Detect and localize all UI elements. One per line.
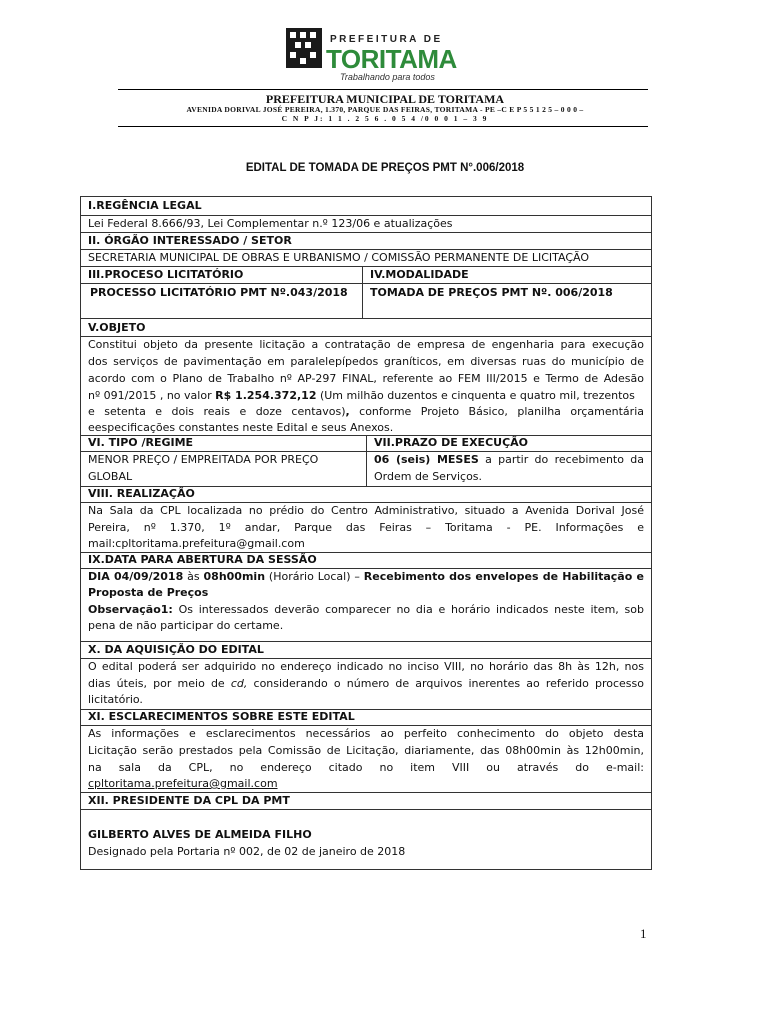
header-top-rule xyxy=(118,89,648,90)
prazo-text: a partir do recebimento da xyxy=(478,453,644,466)
section-esclarecimentos-line-1: As informações e esclarecimentos necessários ao perfeito conhecimento do objeto desta xyxy=(88,727,644,740)
objeto-text: nº 091/2015 , no valor xyxy=(88,389,216,402)
section-regencia-legal-text: Lei Federal 8.666/93, Lei Complementar n.º 123/06 e atualizações xyxy=(88,217,453,230)
section-orgao-text: SECRETARIA MUNICIPAL DE OBRAS E URBANISMO / COMISSÃO PERMANENTE DE LICITAÇÃO xyxy=(88,251,589,264)
section-objeto-heading: V.OBJETO xyxy=(88,321,146,334)
row-divider xyxy=(80,318,652,319)
sessao-text: (Horário Local) – xyxy=(265,570,364,583)
section-data-sessao-line-1 xyxy=(88,569,644,586)
section-processo-heading: III.PROCESO LICITATÓRIO xyxy=(88,268,244,281)
section-objeto-line-3: acordo com o Plano de Trabalho nº AP-297 FINAL, referente ao FEM III/2015 e Termo de Adesão xyxy=(88,372,644,385)
section-orgao-heading: II. ÓRGÃO INTERESSADO / SETOR xyxy=(88,234,292,247)
document-title: EDITAL DE TOMADA DE PREÇOS PMT N°.006/2018 xyxy=(245,162,525,174)
section-esclarecimentos-heading: XI. ESCLARECIMENTOS SOBRE ESTE EDITAL xyxy=(88,710,355,723)
objeto-text: conforme Projeto Básico, planilha orçamentária xyxy=(349,405,644,418)
presidente-role: Designado pela Portaria nº 002, de 02 de janeiro de 2018 xyxy=(88,845,406,858)
column-divider xyxy=(366,435,367,486)
row-divider xyxy=(80,809,652,810)
municipality-logo xyxy=(286,26,457,82)
section-tipo-line-1: MENOR PREÇO / EMPREITADA POR PREÇO xyxy=(88,453,319,466)
logo-slogan: Trabalhando para todos xyxy=(340,72,435,82)
section-objeto-line-6: eespecificações constantes neste Edital e seus Anexos. xyxy=(88,421,394,434)
objeto-text: e setenta e dois reais e doze centavos) xyxy=(88,405,346,418)
section-processo-value: PROCESSO LICITATÓRIO PMT Nº.043/2018 xyxy=(90,286,348,299)
section-objeto-line-1: Constitui objeto da presente licitação a contratação de empresa de engenharia para execução xyxy=(88,338,644,351)
section-realizacao-heading: VIII. REALIZAÇÃO xyxy=(88,487,195,500)
section-data-sessao-heading: IX.DATA PARA ABERTURA DA SESSÃO xyxy=(88,553,317,566)
header-bottom-rule xyxy=(118,126,648,127)
section-data-sessao-line-4: pena de não participar do certame. xyxy=(88,619,284,632)
header-cnpj: C N P J: 1 1 . 2 5 6 . 0 5 4 /0 0 0 1 – 3 9 xyxy=(281,114,489,123)
section-objeto-line-4 xyxy=(88,388,644,405)
section-aquisicao-line-2 xyxy=(88,676,644,693)
objeto-comma: , xyxy=(345,405,350,418)
section-objeto-line-2: dos serviços de pavimentação em paralelepípedos graníticos, em diversas ruas do município de xyxy=(88,355,644,368)
section-data-sessao-line-2: Proposta de Preços xyxy=(88,586,209,599)
aquisicao-text: considerando o número de arquivos inerentes ao referido processo xyxy=(247,677,644,690)
page-number: 1 xyxy=(640,926,647,941)
aquisicao-cd: cd, xyxy=(230,677,248,690)
section-presidente-heading: XII. PRESIDENTE DA CPL DA PMT xyxy=(88,794,290,807)
section-regencia-legal-heading: I.REGÊNCIA LEGAL xyxy=(88,199,202,212)
presidente-name: GILBERTO ALVES DE ALMEIDA FILHO xyxy=(88,828,312,841)
objeto-valor: R$ 1.254.372,12 xyxy=(215,389,317,402)
section-tipo-heading: VI. TIPO /REGIME xyxy=(88,436,194,449)
section-prazo-line-1 xyxy=(374,452,644,469)
section-aquisicao-heading: X. DA AQUISIÇÃO DO EDITAL xyxy=(88,643,264,656)
sessao-date: DIA 04/09/2018 xyxy=(88,570,184,583)
section-aquisicao-line-3: licitatório. xyxy=(88,693,143,706)
section-tipo-line-2: GLOBAL xyxy=(88,470,133,483)
sessao-time: 08h00min xyxy=(203,570,266,583)
sessao-text: às xyxy=(183,570,204,583)
column-divider xyxy=(362,266,363,318)
observacao-text: Os interessados deverão comparecer no dia e horário indicados neste item, sob xyxy=(172,603,644,616)
section-realizacao-line-2: Pereira, nº 1.370, 1º andar, Parque das Feiras – Toritama - PE. Informações e xyxy=(88,521,644,534)
section-realizacao-line-1: Na Sala da CPL localizada no prédio do Centro Administrativo, situado a Avenida Dorival José xyxy=(88,504,644,517)
section-data-sessao-line-3 xyxy=(88,602,644,619)
section-realizacao-email[interactable]: mail:cpltoritama.prefeitura@gmail.com xyxy=(88,537,305,550)
header-address: AVENIDA DORIVAL JOSÉ PEREIRA, 1.370, PARQUE DAS FEIRAS, TORITAMA - PE –C E P 5 5 1 2 5 – 0 0 0 – xyxy=(186,105,584,114)
section-prazo-heading: VII.PRAZO DE EXECUÇÃO xyxy=(374,436,529,449)
section-esclarecimentos-email[interactable]: cpltoritama.prefeitura@gmail.com xyxy=(88,777,278,790)
row-divider xyxy=(80,283,652,284)
section-aquisicao-line-1: O edital poderá ser adquirido no endereço indicado no inciso VIII, no horário das 8h às 12h, nos xyxy=(88,660,644,673)
prazo-meses: 06 (seis) MESES xyxy=(374,453,479,466)
observacao-label: Observação1: xyxy=(88,603,173,616)
aquisicao-text: dias úteis, por meio de xyxy=(88,677,231,690)
section-objeto-line-5 xyxy=(88,404,644,421)
sessao-recebimento: Recebimento dos envelopes de Habilitação e xyxy=(363,570,644,583)
section-modalidade-heading: IV.MODALIDADE xyxy=(370,268,469,281)
header-title: PREFEITURA MUNICIPAL DE TORITAMA xyxy=(265,92,505,106)
section-esclarecimentos-line-2: Licitação serão prestados pela Comissão de Licitação, diariamente, das 08h00min às 12h00min, xyxy=(88,744,644,757)
logo-prefeitura-de: PREFEITURA DE xyxy=(330,34,443,45)
objeto-text: (Um milhão duzentos e cinquenta e quatro mil, trezentos xyxy=(316,389,635,402)
section-prazo-line-2: Ordem de Serviços. xyxy=(374,470,483,483)
section-modalidade-value: TOMADA DE PREÇOS PMT Nº. 006/2018 xyxy=(370,286,613,299)
logo-city-name: TORITAMA xyxy=(326,44,457,74)
toritama-logo-mark-icon xyxy=(286,28,322,68)
section-esclarecimentos-line-3: na sala da CPL, no endereço citado no item VIII ou através do e-mail: xyxy=(88,761,644,774)
